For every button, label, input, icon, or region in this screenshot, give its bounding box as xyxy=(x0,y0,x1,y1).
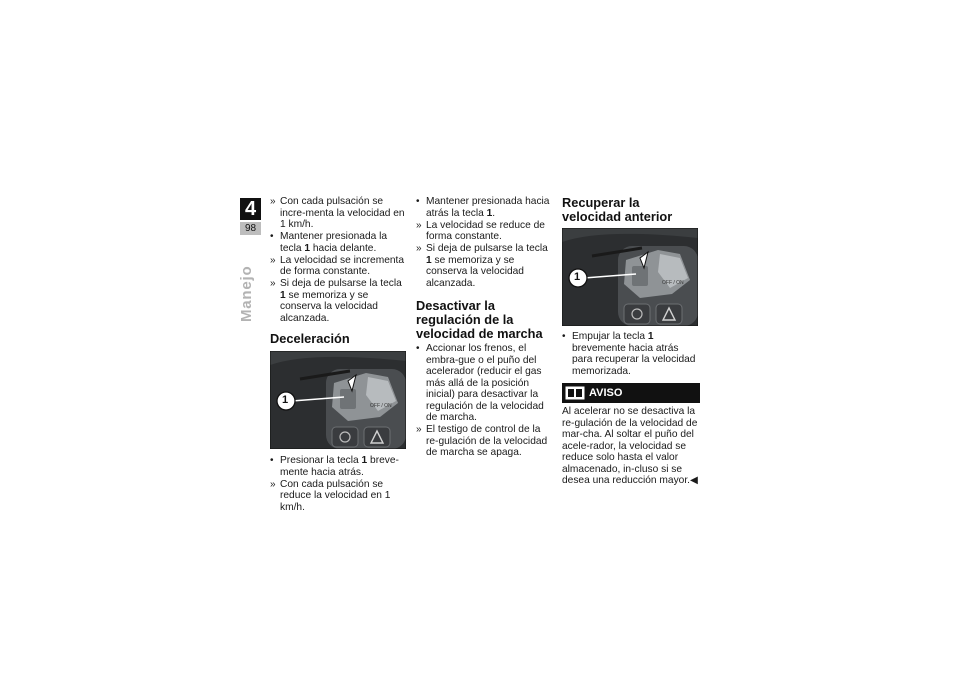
item-text: La velocidad se incrementa de forma constante. xyxy=(280,254,405,277)
instruction-list xyxy=(416,196,551,289)
list-item xyxy=(270,479,410,514)
list-marker: • xyxy=(270,455,274,466)
list-marker: » xyxy=(416,243,422,254)
notice-body: Al acelerar no se desactiva la re-gulación de la velocidad de mar-cha. Al soltar el puño del acele-rador, la velocidad se reduce solo hasta el valor almacenado, in-cluso si se desea una reducción mayor. xyxy=(562,406,698,486)
instruction-list xyxy=(416,343,551,459)
figure-onoff-label: OFF / ON xyxy=(662,280,684,286)
notice-text xyxy=(562,406,700,487)
key-reference: 1 xyxy=(280,289,286,301)
list-marker: • xyxy=(416,196,420,207)
list-item xyxy=(270,231,410,254)
item-text: Presionar la tecla xyxy=(280,455,362,466)
key-reference: 1 xyxy=(426,254,432,266)
item-text: se memoriza y se conserva la velocidad alcanzada. xyxy=(426,254,524,289)
section-heading-deceleracion: Deceleración xyxy=(270,331,350,346)
item-text: . xyxy=(492,207,496,219)
list-item xyxy=(416,343,551,424)
key-reference: 1 xyxy=(304,242,311,254)
list-marker: • xyxy=(562,331,566,342)
instruction-list xyxy=(270,455,410,513)
figure-callout-number: 1 xyxy=(282,394,289,406)
item-text: La velocidad se reduce de forma constante. xyxy=(426,219,545,242)
column-2 xyxy=(416,196,551,459)
list-marker: » xyxy=(416,219,422,231)
instruction-list xyxy=(270,196,410,324)
figure-onoff-label: OFF / ON xyxy=(370,403,392,409)
key-reference: 1 xyxy=(486,207,493,219)
list-marker: » xyxy=(270,478,276,490)
figure-callout-number: 1 xyxy=(574,271,581,283)
list-item xyxy=(562,331,700,377)
column-1 xyxy=(270,196,410,514)
item-text: Accionar los frenos, el embra-gue o el puño del acelerador (reducir el gas más allá de la posición inicial) para desactivar la regulación de la velocidad de marcha. xyxy=(426,343,544,423)
list-marker: » xyxy=(270,196,276,207)
section-heading-recuperar: Recuperar la velocidad anterior xyxy=(562,195,673,224)
item-text: se memoriza y se conserva la velocidad alcanzada. xyxy=(280,289,378,324)
list-marker: » xyxy=(416,424,422,435)
end-of-section-icon: ◀ xyxy=(690,475,698,486)
item-text: Mantener presionada hacia atrás la tecla xyxy=(426,196,550,219)
list-item xyxy=(416,220,551,243)
notice-book-icon xyxy=(565,386,585,400)
item-text: Mantener presionada la tecla xyxy=(280,231,388,254)
list-marker: » xyxy=(270,254,276,266)
item-text: Si deja de pulsarse la tecla xyxy=(280,278,402,289)
list-item xyxy=(416,196,551,219)
handlebar-switch-figure xyxy=(562,228,698,326)
list-item xyxy=(270,455,410,478)
list-item xyxy=(416,424,551,459)
item-text: El testigo de control de la re-gulación de la velocidad de marcha se apaga. xyxy=(426,424,548,458)
item-text: Con cada pulsación se incre-menta la velocidad en 1 km/h. xyxy=(280,196,405,230)
key-reference: 1 xyxy=(361,455,368,466)
instruction-list xyxy=(562,331,700,377)
key-reference: 1 xyxy=(647,331,654,342)
page-number: 98 xyxy=(240,222,261,235)
item-text: Si deja de pulsarse la tecla xyxy=(426,243,548,254)
column-3 xyxy=(562,196,700,487)
notice-header xyxy=(562,383,700,403)
item-text: breve-mente hacia atrás. xyxy=(280,455,399,478)
list-item xyxy=(270,255,410,278)
chapter-title: Manejo xyxy=(238,265,255,322)
list-item xyxy=(416,243,551,289)
list-item xyxy=(270,196,410,231)
item-text: brevemente hacia atrás para recuperar la velocidad memorizada. xyxy=(572,342,696,377)
list-marker: • xyxy=(416,343,420,354)
chapter-number: 4 xyxy=(240,198,261,220)
item-text: Empujar la tecla xyxy=(572,331,648,342)
list-marker: • xyxy=(270,231,274,242)
item-text: hacia delante. xyxy=(310,242,377,254)
section-heading-desactivar: Desactivar la regulación de la velocidad de marcha xyxy=(416,298,543,341)
handlebar-switch-figure xyxy=(270,351,406,449)
notice-label: AVISO xyxy=(589,387,623,399)
list-item xyxy=(270,278,410,324)
item-text: Con cada pulsación se reduce la velocidad en 1 km/h. xyxy=(280,478,391,513)
list-marker: » xyxy=(270,278,276,289)
